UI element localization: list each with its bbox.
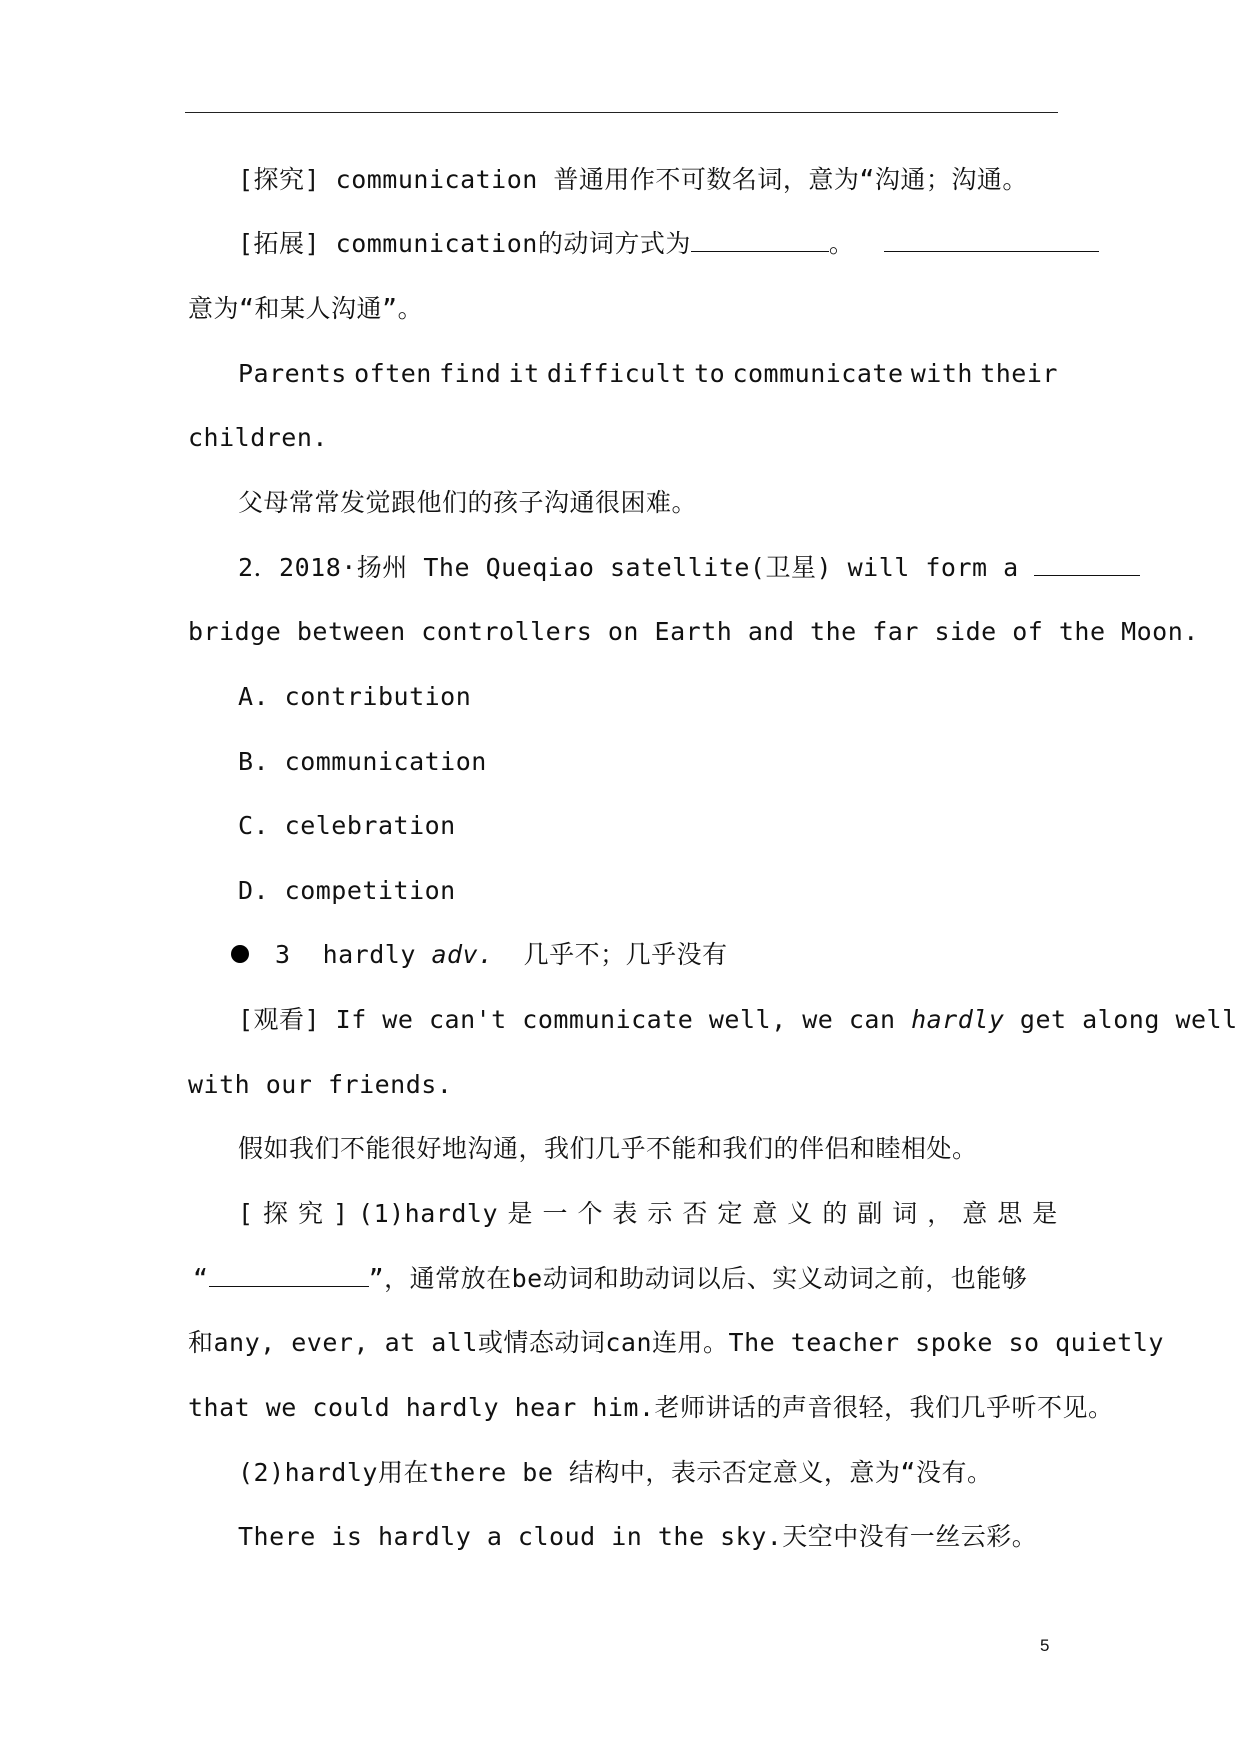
header-rule (185, 112, 1058, 113)
text-line (238, 1199, 1058, 1229)
text-word: 思 (997, 1199, 1023, 1228)
text-word: 个 (577, 1199, 603, 1228)
text-word: 示 (647, 1199, 673, 1228)
text-span: “ (193, 1264, 209, 1293)
text-line: that we could hardly hear him.老师讲话的声音很轻，我们几乎听不见。 (188, 1393, 1114, 1422)
text-line (238, 359, 1058, 389)
text-word: 意 (752, 1199, 778, 1228)
text-word: 定 (717, 1199, 743, 1228)
text-word: find (439, 359, 502, 388)
text-word: 意 (962, 1199, 988, 1228)
text-word: with (910, 359, 973, 388)
text-line: 假如我们不能很好地沟通，我们几乎不能和我们的伴侣和睦相处。 (238, 1134, 978, 1163)
text-word: 的 (822, 1199, 848, 1228)
part-of-speech: adv. (431, 940, 494, 969)
text-word: Parents (238, 359, 347, 388)
text-span: 2．2018·扬州 The Queqiao satellite(卫星) will form a (238, 553, 1035, 582)
item-number: 3 (275, 940, 291, 969)
bullet-icon (231, 945, 249, 963)
vocab-word: hardly (322, 940, 416, 969)
text-span: hardly (911, 1005, 1005, 1034)
text-line: 意为“和某人沟通”。 (188, 294, 424, 323)
page-number: 5 (1040, 1636, 1050, 1655)
text-line: (2)hardly用在there be 结构中，表示否定意义，意为“没有。 (238, 1458, 993, 1487)
text-span: [观看] If we can't communicate well, we can (238, 1005, 912, 1034)
text-line (193, 1264, 1027, 1294)
text-word: 一 (542, 1199, 568, 1228)
answer-blank[interactable] (884, 229, 1099, 252)
text-span: get along well (1004, 1005, 1238, 1034)
text-word: 究 (298, 1199, 324, 1228)
option-b[interactable]: B. communication (238, 747, 487, 776)
text-word: 表 (612, 1199, 638, 1228)
text-line: bridge between controllers on Earth and the far side of the Moon. (188, 617, 1199, 646)
text-line: 和any, ever, at all或情态动词can连用。The teacher spoke so quietly (188, 1328, 1164, 1357)
option-c[interactable]: C. celebration (238, 811, 456, 840)
answer-blank[interactable] (1034, 553, 1140, 576)
text-word: (1)hardly (358, 1199, 498, 1228)
text-word: to (694, 359, 726, 388)
text-word: 是 (1032, 1199, 1058, 1228)
text-word: their (980, 359, 1058, 388)
option-d[interactable]: D. competition (238, 876, 456, 905)
answer-blank[interactable] (691, 229, 829, 252)
text-span: ”，通常放在be动词和助动词以后、实义动词之前，也能够 (368, 1264, 1028, 1293)
answer-blank[interactable] (209, 1264, 369, 1287)
text-word: ] (333, 1199, 349, 1228)
text-word: it (508, 359, 540, 388)
text-word: 探 (263, 1199, 289, 1228)
vocab-meaning: 几乎不；几乎没有 (523, 940, 728, 969)
text-span: [拓展] communication的动词方式为 (238, 229, 691, 258)
text-line: children. (188, 423, 328, 452)
text-line: 父母常常发觉跟他们的孩子沟通很困难。 (238, 488, 698, 517)
text-word: 词 (892, 1199, 918, 1228)
text-word: difficult (546, 359, 687, 388)
text-word: communicate (732, 359, 904, 388)
text-word: ， (927, 1199, 953, 1228)
option-a[interactable]: A. contribution (238, 682, 472, 711)
text-word: 否 (682, 1199, 708, 1228)
text-line: There is hardly a cloud in the sky.天空中没有一丝云彩。 (238, 1522, 1038, 1551)
text-word: 副 (857, 1199, 883, 1228)
question-stem (238, 553, 1140, 583)
vocab-heading (231, 940, 728, 970)
text-word: often (354, 359, 432, 388)
text-line (238, 229, 1099, 259)
text-word: [ (238, 1199, 254, 1228)
text-line: [探究] communication 普通用作不可数名词，意为“沟通；沟通。 (238, 165, 1028, 194)
text-span: 。 (828, 229, 855, 258)
text-word: 义 (787, 1199, 813, 1228)
text-word: 是 (507, 1199, 533, 1228)
text-line (238, 1005, 1238, 1035)
text-line: with our friends. (188, 1070, 453, 1099)
